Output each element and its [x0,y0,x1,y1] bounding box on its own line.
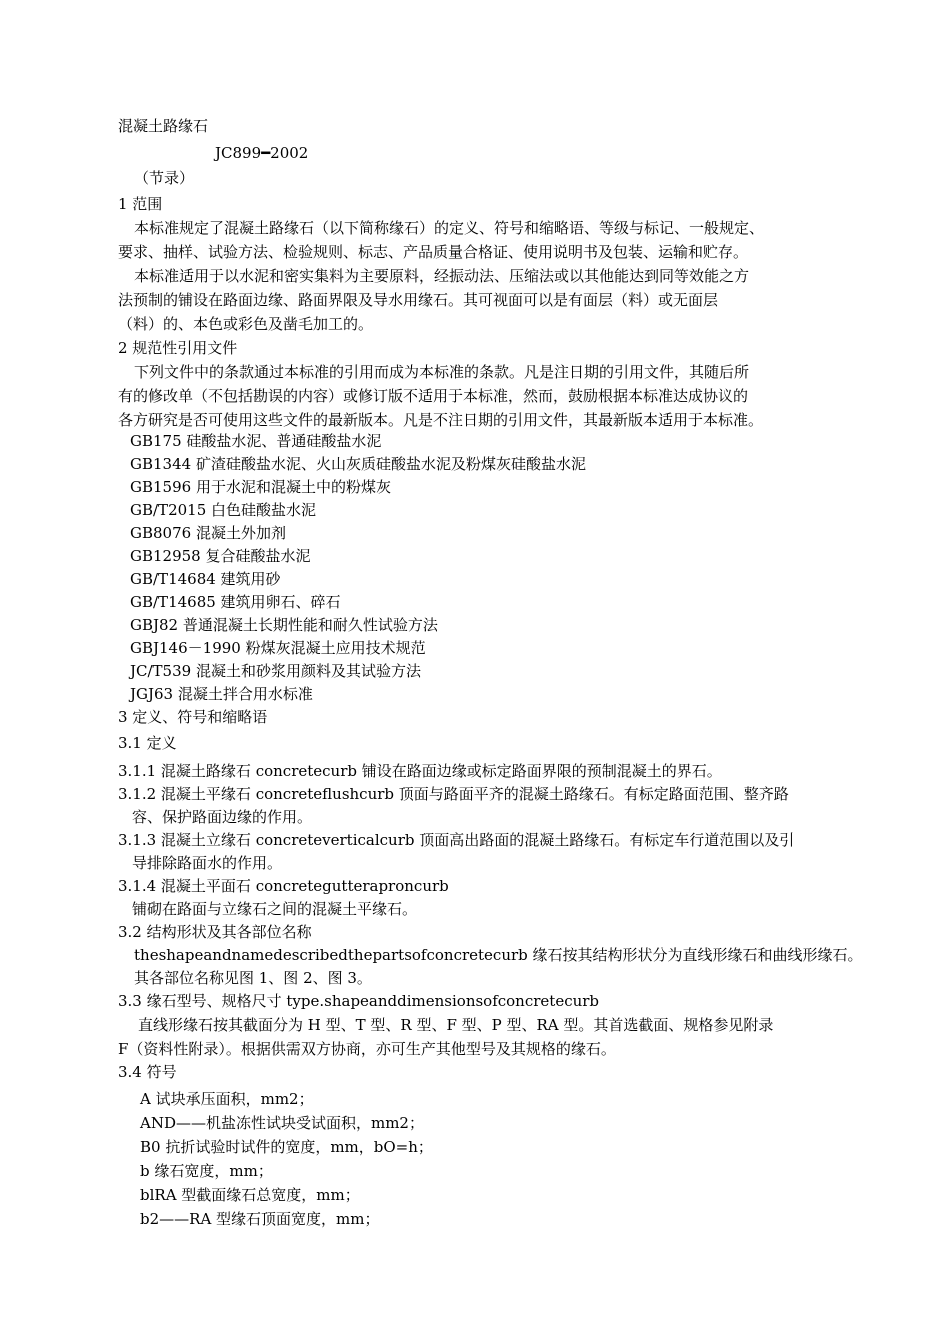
reference-item: GB175 硅酸盐水泥、普通硅酸盐水泥 [130,432,382,450]
definition-line: 3.1.4 混凝土平面石 concretegutteraproncurb [118,877,449,895]
symbol-item: B0 抗折试验时试件的宽度，mm，bO=h； [140,1138,433,1156]
definition-line: 3.1.3 混凝土立缘石 concreteverticalcurb 顶面高出路面的混凝土路缘石。有标定车行道范围以及引 [118,831,795,849]
subsection-heading: 3.3 缘石型号、规格尺寸 type.shapeanddimensionsofconcretecurb [118,992,600,1010]
symbol-item: b2——RA 型缘石顶面宽度，mm； [140,1210,380,1228]
definition-line: 导排除路面水的作用。 [132,854,283,872]
section-heading: 1 范围 [118,195,163,213]
reference-item: GB/T2015 白色硅酸盐水泥 [130,501,317,519]
paragraph-line: 各方研究是否可使用这些文件的最新版本。凡是不注日期的引用文件，其最新版本适用于本标准。 [118,411,764,429]
symbol-item: A 试块承压面积，mm2； [140,1090,314,1108]
excerpt-note: （节录） [134,169,195,187]
paragraph-line: 下列文件中的条款通过本标准的引用而成为本标准的条款。凡是注日期的引用文件，其随后所 [134,363,750,381]
subsection-heading: 3.1 定义 [118,734,177,752]
section-heading: 2 规范性引用文件 [118,339,238,357]
symbol-item: b 缘石宽度，mm； [140,1162,273,1180]
paragraph-line: 要求、抽样、试验方法、检验规则、标志、产品质量合格证、使用说明书及包装、运输和贮存。 [118,243,749,261]
reference-item: GBJ82 普通混凝土长期性能和耐久性试验方法 [130,616,438,634]
reference-item: GB1344 矿渣硅酸盐水泥、火山灰质硅酸盐水泥及粉煤灰硅酸盐水泥 [130,455,586,473]
paragraph-line: （料）的、本色或彩色及凿毛加工的。 [118,315,374,333]
document-title: 混凝土路缘石 [118,117,209,135]
definition-line: 容、保护路面边缘的作用。 [132,808,313,826]
reference-item: JGJ63 混凝土拌合用水标准 [130,685,313,703]
reference-item: GB12958 复合硅酸盐水泥 [130,547,311,565]
subsection-heading: 3.2 结构形状及其各部位名称 [118,923,312,941]
standard-code: JC899━2002 [215,144,309,162]
section-heading: 3 定义、符号和缩略语 [118,708,268,726]
paragraph-line: 有的修改单（不包括勘误的内容）或修订版不适用于本标准，然而，鼓励根据本标准达成协议的 [118,387,749,405]
paragraph-line: 其各部位名称见图 1、图 2、图 3。 [134,969,372,987]
paragraph-line: 本标准适用于以水泥和密实集料为主要原料，经振动法、压缩法或以其他能达到同等效能之方 [134,267,750,285]
symbol-item: AND——机盐冻性试块受试面积，mm2； [140,1114,424,1132]
reference-item: GBJ146－1990 粉煤灰混凝土应用技术规范 [130,639,426,657]
definition-line: 3.1.2 混凝土平缘石 concreteflushcurb 顶面与路面平齐的混凝土路缘石。有标定路面范围、整齐路 [118,785,789,803]
reference-item: GB/T14684 建筑用砂 [130,570,281,588]
reference-item: JC/T539 混凝土和砂浆用颜料及其试验方法 [130,662,421,680]
symbol-item: blRA 型截面缘石总宽度，mm； [140,1186,360,1204]
paragraph-line: F（资料性附录）。根据供需双方协商，亦可生产其他型号及其规格的缘石。 [118,1040,616,1058]
reference-item: GB1596 用于水泥和混凝土中的粉煤灰 [130,478,391,496]
definition-line: 铺砌在路面与立缘石之间的混凝土平缘石。 [132,900,418,918]
definition-line: 3.1.1 混凝土路缘石 concretecurb 铺设在路面边缘或标定路面界限的预制混凝土的界石。 [118,762,722,780]
subsection-heading: 3.4 符号 [118,1063,177,1081]
paragraph-line: 本标准规定了混凝土路缘石（以下简称缘石）的定义、符号和缩略语、等级与标记、一般规定、 [134,219,765,237]
paragraph-line: theshapeandnamedescribedthepartsofconcretecurb 缘石按其结构形状分为直线形缘石和曲线形缘石。 [134,946,863,964]
reference-item: GB/T14685 建筑用卵石、碎石 [130,593,341,611]
paragraph-line: 直线形缘石按其截面分为 H 型、T 型、R 型、F 型、P 型、RA 型。其首选截面、规格参见附录 [138,1016,774,1034]
reference-item: GB8076 混凝土外加剂 [130,524,286,542]
paragraph-line: 法预制的铺设在路面边缘、路面界限及导水用缘石。其可视面可以是有面层（料）或无面层 [118,291,719,309]
